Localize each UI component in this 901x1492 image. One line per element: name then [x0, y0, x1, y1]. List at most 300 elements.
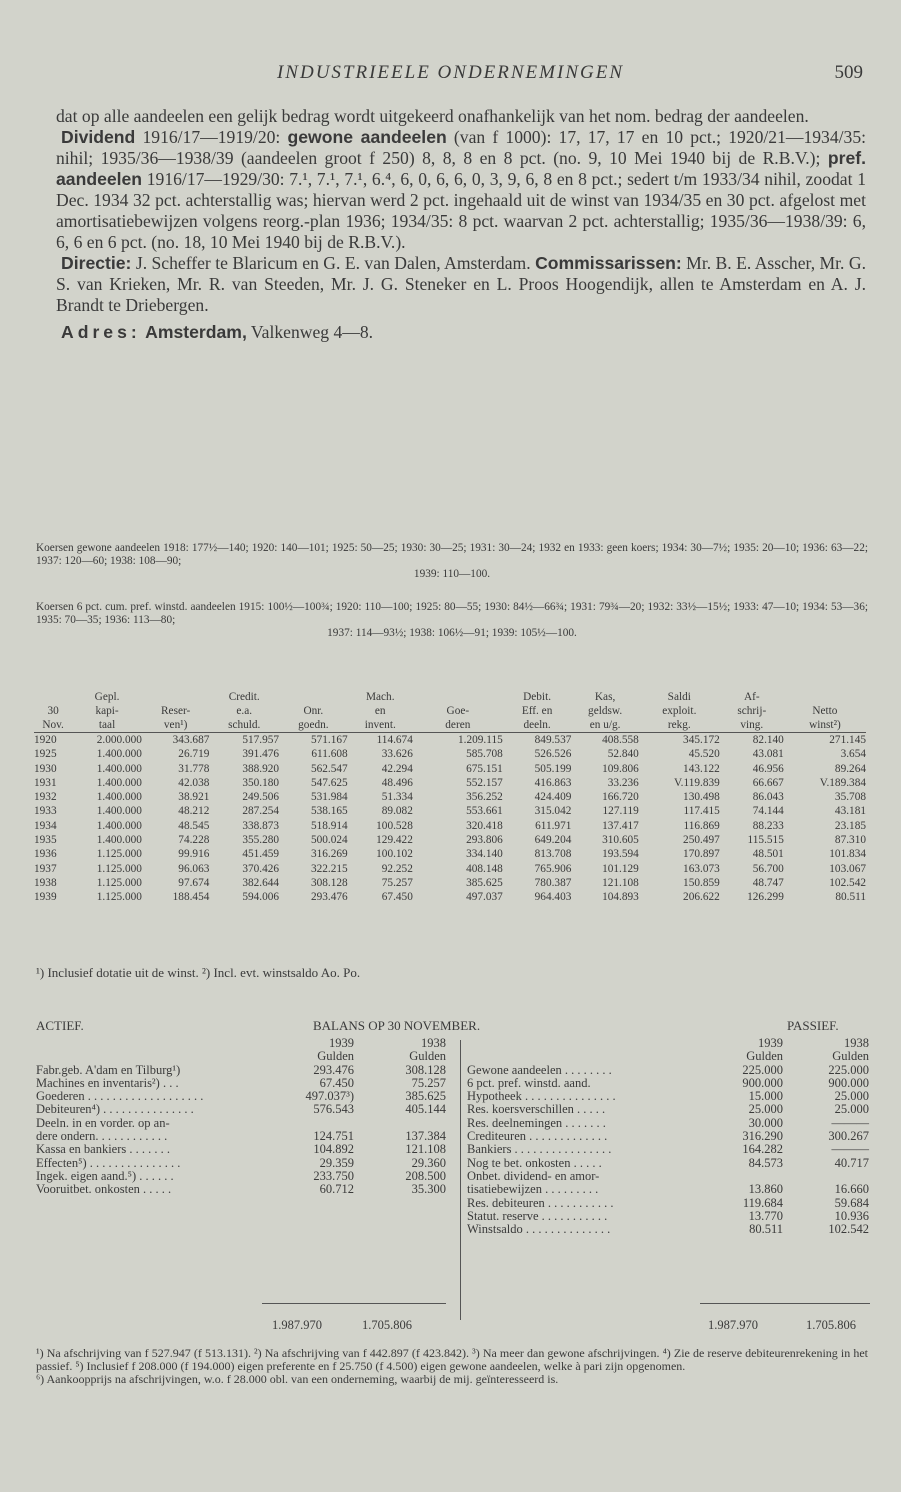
table-row: [34, 762, 866, 776]
item-label: dere ondern. . . . . . . . . . . .: [36, 1129, 168, 1144]
table-cell: 1.400.000: [96, 748, 142, 761]
table-cell: 88.233: [752, 819, 784, 832]
directie-paragraph: [56, 253, 866, 316]
table-cell: 48.501: [752, 848, 784, 861]
column-header: kapi-: [95, 705, 119, 717]
passief-row: [467, 1103, 869, 1116]
table-cell: 310.605: [602, 834, 639, 847]
table-row: [34, 776, 866, 790]
value-1938: ———: [831, 1115, 869, 1130]
table-cell: 1.400.000: [96, 776, 142, 789]
dividend-paragraph: [56, 127, 866, 253]
table-cell: 391.476: [242, 748, 280, 761]
table-cell: 343.687: [172, 734, 210, 746]
item-label: Debiteuren⁴) . . . . . . . . . . . . . . .: [36, 1102, 194, 1117]
column-header: winst²): [784, 718, 866, 733]
item-label: Onbet. dividend- en amor-: [467, 1168, 600, 1183]
unit-1939: Gulden: [746, 1049, 783, 1064]
table-cell: 66.667: [752, 776, 784, 789]
table-cell: 370.426: [242, 862, 280, 875]
pref-label: pref. aandeelen: [56, 148, 866, 189]
table-cell: 87.310: [834, 834, 866, 847]
value-1938: 35.300: [411, 1182, 446, 1197]
value-1938: 16.660: [834, 1182, 869, 1197]
column-header: Nov.: [34, 718, 72, 733]
table-row: [34, 847, 866, 861]
value-1939: 233.750: [313, 1168, 354, 1183]
value-1938: 25.000: [834, 1102, 869, 1117]
table-cell: 388.920: [242, 762, 280, 775]
value-1939: 225.000: [742, 1062, 783, 1077]
column-header: Netto: [812, 705, 838, 717]
commissarissen-text: Mr. B. E. Asscher, Mr. G. S. van Krieken, Mr. R. van Steeden, Mr. J. G. Steneker en L. Proos Hoogendijk, allen te Amsterdam en A. J. Brandt te Driebergen.: [56, 253, 866, 315]
table-cell: 46.956: [752, 762, 784, 775]
table-cell: 103.067: [829, 862, 866, 875]
passief-row: [467, 1064, 869, 1077]
actief-row: [36, 1130, 446, 1143]
spacer-cell: [36, 1050, 266, 1063]
value-1939: 84.573: [748, 1155, 783, 1170]
year-cell: 1925: [34, 748, 57, 761]
value-1939: 576.543: [313, 1102, 354, 1117]
table-cell: 101.129: [602, 862, 639, 875]
table-cell: 92.252: [381, 862, 413, 875]
actief-row: [36, 1183, 446, 1196]
value-1939: 67.450: [319, 1075, 354, 1090]
table-row: [34, 876, 866, 890]
koersen-gewone-tail: 1939: 110—100.: [413, 568, 491, 580]
table-row: [34, 790, 866, 804]
table-cell: 1.125.000: [96, 891, 142, 904]
year-1938: 1938: [844, 1036, 869, 1050]
value-1938: 59.684: [834, 1195, 869, 1210]
table-cell: 86.043: [752, 791, 784, 804]
column-header: [413, 690, 503, 704]
table-cell: 150.859: [683, 876, 720, 889]
balans-year-row: [36, 1037, 446, 1050]
value-1939: 119.684: [742, 1195, 783, 1210]
column-header: [142, 690, 209, 704]
table-cell: 45.520: [688, 748, 720, 761]
column-header: [279, 690, 348, 704]
table-cell: 43.081: [752, 748, 784, 761]
balans-unit-row: [36, 1050, 446, 1063]
year-cell: 1930: [34, 762, 57, 775]
value-1938: 40.717: [834, 1155, 869, 1170]
table-cell: 547.625: [310, 776, 348, 789]
table-cell: 813.708: [534, 848, 572, 861]
table-header-row: [34, 718, 866, 733]
passief-table: [467, 1037, 869, 1236]
table-cell: 130.498: [683, 791, 720, 804]
actief-row: [36, 1170, 446, 1183]
table-cell: 849.537: [534, 734, 572, 746]
item-label: Bankiers . . . . . . . . . . . . . . . .: [467, 1142, 612, 1157]
table-cell: 497.037: [466, 891, 503, 904]
column-header: ven¹): [142, 718, 209, 733]
value-1938: 900.000: [828, 1075, 869, 1090]
table-header-row: [34, 690, 866, 704]
table-cell: 143.122: [683, 762, 720, 775]
column-header: [34, 690, 72, 704]
table-cell: 102.542: [829, 876, 866, 889]
table-cell: 1.400.000: [96, 819, 142, 832]
value-1938: 137.384: [405, 1129, 446, 1144]
table-cell: 23.185: [834, 819, 866, 832]
table-cell: 1.125.000: [96, 862, 142, 875]
table-cell: 80.511: [835, 891, 866, 904]
balans-footnotes: [36, 1347, 868, 1387]
table-cell: 82.140: [752, 734, 784, 746]
year-1938: 1938: [421, 1036, 446, 1050]
table-cell: 553.661: [466, 805, 503, 818]
table-cell: 1.400.000: [96, 805, 142, 818]
column-header: goedn.: [279, 718, 348, 733]
adres-street: Valkenweg 4—8.: [246, 322, 374, 342]
table-cell: 287.254: [242, 805, 280, 818]
column-header: en u/g.: [571, 718, 638, 733]
item-label: Ingek. eigen aand.⁵) . . . . . .: [36, 1168, 174, 1183]
year-1939: 1939: [758, 1036, 783, 1050]
table-cell: 121.108: [602, 876, 639, 889]
year-cell: 1939: [34, 891, 57, 904]
passief-row: [467, 1157, 869, 1170]
year-cell: 1935: [34, 834, 57, 847]
value-1939: 13.860: [748, 1182, 783, 1197]
value-1939: 104.892: [313, 1142, 354, 1157]
table-cell: 52.840: [607, 748, 639, 761]
value-1939: 164.282: [742, 1142, 783, 1157]
column-header: Af-: [743, 691, 760, 703]
directie-text: J. Scheffer te Blaricum en G. E. van Dalen, Amsterdam.: [131, 253, 536, 273]
table-cell: 137.417: [602, 819, 639, 832]
table-cell: 193.594: [602, 848, 639, 861]
passief-row: [467, 1130, 869, 1143]
table-cell: 2.000.000: [96, 734, 142, 746]
value-1938: ———: [831, 1142, 869, 1157]
table-cell: 345.172: [683, 734, 720, 746]
value-1938: 75.257: [411, 1075, 446, 1090]
value-1938: 25.000: [834, 1089, 869, 1104]
koersen-pref-tail: 1937: 114—93½; 1938: 106½—91; 1939: 105½—100.: [327, 627, 577, 639]
table-cell: 780.387: [534, 876, 572, 889]
value-1939: [673, 1170, 783, 1183]
unit-1938: Gulden: [409, 1049, 446, 1064]
table-cell: 1.400.000: [96, 762, 142, 775]
value-1939: 497.037³): [305, 1089, 354, 1104]
table-cell: 48.545: [178, 819, 210, 832]
table-cell: 96.063: [178, 862, 210, 875]
value-1938: [354, 1117, 446, 1130]
value-1939: 316.290: [742, 1129, 783, 1144]
column-header: Debit.: [523, 691, 552, 703]
table-cell: 964.403: [534, 891, 572, 904]
table-cell: 35.708: [834, 791, 866, 804]
table-cell: 675.151: [466, 762, 503, 775]
table-cell: V.119.839: [673, 776, 720, 789]
column-header: Eff. en: [521, 705, 553, 717]
column-header: ving.: [720, 718, 784, 733]
column-header: geldsw.: [588, 705, 623, 717]
item-label: 6 pct. pref. winstd. aand.: [467, 1075, 591, 1090]
table-cell: 1.125.000: [96, 848, 142, 861]
adres-city: Amsterdam,: [145, 322, 247, 342]
footnote: ¹) Na afschrijving van f 527.947 (f 513.131). ²) Na afschrijving van f 442.897 (f 423.842). ³) Na meer dan gewone afschrijvingen. ⁴) Zie de reserve debiteurenrekening in het passief. ⁵) Inclusief f 208.000 (f 194.000) eigen preferente en f 25.750 (f 4.500) eigen gewone aandeelen, welke à pari zijn opgenomen.: [36, 1346, 868, 1374]
table-cell: 97.674: [178, 876, 210, 889]
table-cell: 206.622: [683, 891, 720, 904]
column-header: schrij-: [737, 705, 767, 717]
table-cell: 531.984: [310, 791, 348, 804]
table-cell: 99.916: [178, 848, 210, 861]
table-cell: 109.806: [602, 762, 639, 775]
actief-row: [36, 1157, 446, 1170]
table-cell: 649.204: [534, 834, 572, 847]
item-label: Winstsaldo . . . . . . . . . . . . . .: [467, 1222, 611, 1237]
item-label: Fabr.geb. A'dam en Tilburg¹): [36, 1062, 181, 1077]
item-label: Statut. reserve . . . . . . . . . . .: [467, 1208, 608, 1223]
table-cell: 114.674: [376, 734, 413, 746]
column-header: [784, 690, 866, 704]
item-label: Machines en inventaris²) . . .: [36, 1075, 179, 1090]
passief-row: [467, 1117, 869, 1130]
item-label: Nog te bet. onkosten . . . . .: [467, 1155, 602, 1170]
commissarissen-label: Commissarissen:: [535, 253, 682, 273]
item-label: Gewone aandeelen . . . . . . . .: [467, 1062, 612, 1077]
actief-row: [36, 1103, 446, 1116]
dividend-text-1: 1916/17—1919/20:: [135, 127, 288, 147]
table-cell: 571.167: [310, 734, 348, 746]
table-cell: 48.212: [178, 805, 210, 818]
table-cell: 33.236: [607, 776, 639, 789]
table-cell: 451.459: [242, 848, 280, 861]
table-cell: 250.497: [683, 834, 720, 847]
value-1939: 80.511: [749, 1222, 783, 1237]
running-header: INDUSTRIEELE ONDERNEMINGEN: [276, 62, 624, 83]
balans-unit-row: [467, 1050, 869, 1063]
column-header: e.a.: [236, 705, 253, 717]
year-1939: 1939: [329, 1036, 354, 1050]
item-label: Res. koersverschillen . . . . .: [467, 1102, 606, 1117]
dividend-text-2: (van f 1000): 17, 17, 17 en 10 pct.; 1920/21—1934/35: nihil; 1935/36—1938/39 (aandeelen groot f 250) 8, 8, 8 en 8 pct. (no. 9, 10 Mei 1940 bij de R.B.V.);: [56, 127, 867, 168]
table-cell: 3.654: [840, 748, 866, 761]
table-cell: 385.625: [466, 876, 503, 889]
table-cell: 31.778: [178, 762, 210, 775]
value-1938: 102.542: [828, 1222, 869, 1237]
table-cell: 594.006: [242, 891, 280, 904]
actief-row: [36, 1143, 446, 1156]
table-row: [34, 862, 866, 876]
footnote: ⁶) Aankoopprijs na afschrijvingen, w.o. f 28.000 obl. van een onderneming, waarbij de mij. geïnteresseerd is.: [36, 1372, 559, 1387]
item-label: Deeln. in en vorder. op an-: [36, 1115, 170, 1130]
table-cell: 355.280: [242, 834, 280, 847]
value-1938: 121.108: [405, 1142, 446, 1157]
table-cell: 585.708: [466, 748, 503, 761]
table-cell: 163.073: [683, 862, 720, 875]
table-cell: 33.626: [381, 748, 413, 761]
koersen-pref: [36, 601, 868, 640]
table-cell: 538.165: [310, 805, 348, 818]
passief-row: [467, 1170, 869, 1183]
year-cell: 1932: [34, 791, 57, 804]
passief-total-rule: [700, 1303, 870, 1304]
table-cell: 308.128: [310, 876, 348, 889]
column-header: Credit.: [228, 691, 260, 703]
column-header: en: [374, 705, 386, 717]
table-cell: 43.181: [834, 805, 866, 818]
year-cell: 1938: [34, 876, 57, 889]
value-1939: 124.751: [313, 1129, 354, 1144]
table-cell: 765.906: [534, 862, 572, 875]
table-cell: 408.558: [602, 734, 639, 746]
table-cell: 293.476: [310, 891, 348, 904]
value-1938: 29.360: [411, 1155, 446, 1170]
table-cell: 127.119: [602, 805, 639, 818]
table-cell: 334.140: [466, 848, 503, 861]
value-1938: 208.500: [405, 1168, 446, 1183]
actief-heading: ACTIEF.: [36, 1018, 84, 1033]
column-header: Onr.: [303, 705, 324, 717]
table-cell: 115.515: [747, 834, 784, 847]
table-cell: 611.971: [535, 819, 572, 832]
column-header: exploit.: [662, 705, 697, 717]
table-cell: 42.038: [178, 776, 210, 789]
unit-1939: Gulden: [317, 1049, 354, 1064]
table-cell: 350.180: [242, 776, 280, 789]
column-header: rekg.: [639, 718, 720, 733]
table-cell: 48.496: [381, 776, 413, 789]
adres-paragraph: [56, 322, 866, 343]
table-cell: 356.252: [466, 791, 503, 804]
financial-table: [34, 690, 866, 905]
table-cell: 116.869: [683, 819, 720, 832]
table-cell: 188.454: [172, 891, 210, 904]
value-1939: 25.000: [748, 1102, 783, 1117]
passief-heading: PASSIEF.: [787, 1018, 839, 1033]
table-cell: 74.144: [752, 805, 784, 818]
item-label: tisatiebewijzen . . . . . . . . .: [467, 1182, 599, 1197]
column-header: Gepl.: [94, 691, 120, 703]
table-cell: 1.400.000: [96, 791, 142, 804]
passief-total-1939: 1.987.970: [708, 1318, 758, 1332]
actief-table: [36, 1037, 446, 1197]
table-footnote: ¹) Inclusief dotatie uit de winst. ²) Incl. evt. winstsaldo Ao. Po.: [36, 965, 361, 980]
table-cell: 75.257: [381, 876, 413, 889]
value-1939: 60.712: [319, 1182, 354, 1197]
table-cell: 51.334: [381, 791, 413, 804]
table-cell: 338.873: [242, 819, 280, 832]
passief-row: [467, 1223, 869, 1236]
passief-row: [467, 1077, 869, 1090]
value-1938: 385.625: [405, 1089, 446, 1104]
year-cell: 1936: [34, 848, 57, 861]
dividend-text-3: 1916/17—1929/30: 7.¹, 7.¹, 7.¹, 6.⁴, 6, 0, 6, 6, 0, 3, 9, 6, 8 en 8 pct.; sedert t/m 1933/34 nihil, zoodat 1 Dec. 1934 32 pct. achterstallig was; hiervan werd 2 pct. ingehaald uit de winst van 1934/35 en 30 pct. afgelost met amortisatiebewijzen volgens reorg.-plan 1936; 1934/35: 8 pct. waarvan 2 pct. achterstallig; 1935/36—1938/39: 6, 6, 6 en 6 pct. (no. 18, 10 Mei 1940 bij de R.B.V.).: [56, 169, 866, 252]
table-cell: 315.042: [534, 805, 572, 818]
passief-row: [467, 1143, 869, 1156]
table-cell: 505.199: [534, 762, 572, 775]
table-cell: 166.720: [602, 791, 639, 804]
koersen-gewone: [36, 542, 868, 581]
table-cell: 517.957: [242, 734, 280, 746]
value-1939: 293.476: [313, 1062, 354, 1077]
column-divider: [460, 1040, 461, 1320]
table-cell: 38.921: [178, 791, 210, 804]
table-cell: 89.264: [834, 762, 866, 775]
adres-label: Adres:: [61, 322, 141, 342]
table-row: [34, 747, 866, 761]
passief-row: [467, 1210, 869, 1223]
value-1939: [266, 1117, 354, 1130]
item-label: Effecten⁵) . . . . . . . . . . . . . . .: [36, 1155, 181, 1170]
table-cell: 126.299: [747, 891, 784, 904]
actief-row: [36, 1117, 446, 1130]
table-cell: 271.145: [829, 734, 866, 746]
body-text: [56, 106, 866, 343]
column-header: Mach.: [365, 691, 395, 703]
year-cell: 1933: [34, 805, 57, 818]
item-label: Res. deelnemingen . . . . . . .: [467, 1115, 606, 1130]
value-1939: 29.359: [319, 1155, 354, 1170]
table-cell: 74.228: [178, 834, 210, 847]
balans-title: BALANS OP 30 NOVEMBER.: [313, 1018, 481, 1033]
passief-row: [467, 1090, 869, 1103]
table-cell: 56.700: [752, 862, 784, 875]
passief-row: [467, 1183, 869, 1196]
koersen-gewone-main: Koersen gewone aandeelen 1918: 177½—140; 1920: 140—101; 1925: 50—25; 1930: 30—25; 1931: 30—24; 1932 en 1933: geen koers; 1934: 30—7½; 1935: 20—10; 1936: 63—22; 1937: 120—60; 1938: 108—90;: [36, 542, 868, 567]
column-header: invent.: [348, 718, 413, 733]
column-header: schuld.: [209, 718, 279, 733]
table-cell: 26.719: [178, 748, 210, 761]
table-cell: 322.215: [310, 862, 348, 875]
column-header: taal: [72, 718, 142, 733]
column-header: deeln.: [503, 718, 572, 733]
table-cell: 382.644: [242, 876, 280, 889]
table-row: [34, 733, 866, 748]
table-cell: 170.897: [683, 848, 720, 861]
intro-paragraph: dat op alle aandeelen een gelijk bedrag wordt uitgekeerd onafhankelijk van het nom. bedrag der aandeelen.: [56, 106, 809, 126]
item-label: Hypotheek . . . . . . . . . . . . . . .: [467, 1089, 616, 1104]
value-1938: 225.000: [828, 1062, 869, 1077]
table-cell: 89.082: [381, 805, 413, 818]
dividend-label: Dividend: [61, 127, 136, 147]
item-label: Vooruitbet. onkosten . . . . .: [36, 1182, 172, 1197]
item-label: Res. debiteuren . . . . . . . . . . .: [467, 1195, 614, 1210]
passief-row: [467, 1197, 869, 1210]
table-cell: 562.547: [310, 762, 348, 775]
directie-label: Directie:: [61, 253, 132, 273]
table-cell: 67.450: [381, 891, 413, 904]
value-1939: 13.770: [748, 1208, 783, 1223]
actief-row: [36, 1077, 446, 1090]
table-cell: 129.422: [376, 834, 413, 847]
table-cell: 518.914: [310, 819, 348, 832]
column-header: Reser-: [161, 705, 191, 717]
gewone-label: gewone aandeelen: [287, 127, 447, 147]
actief-total-1938: 1.705.806: [362, 1318, 412, 1332]
balans-year-row: [467, 1037, 869, 1050]
table-cell: 424.409: [534, 791, 572, 804]
value-1938: 405.144: [405, 1102, 446, 1117]
table-cell: 42.294: [381, 762, 413, 775]
item-label: Crediteuren . . . . . . . . . . . . .: [467, 1129, 608, 1144]
table-cell: 1.209.115: [458, 734, 503, 746]
table-cell: 320.418: [466, 819, 503, 832]
table-cell: 1.125.000: [96, 876, 142, 889]
value-1938: 308.128: [405, 1062, 446, 1077]
table-cell: 117.415: [683, 805, 720, 818]
table-cell: 552.157: [466, 776, 503, 789]
item-label: Kassa en bankiers . . . . . . .: [36, 1142, 170, 1157]
actief-row: [36, 1090, 446, 1103]
